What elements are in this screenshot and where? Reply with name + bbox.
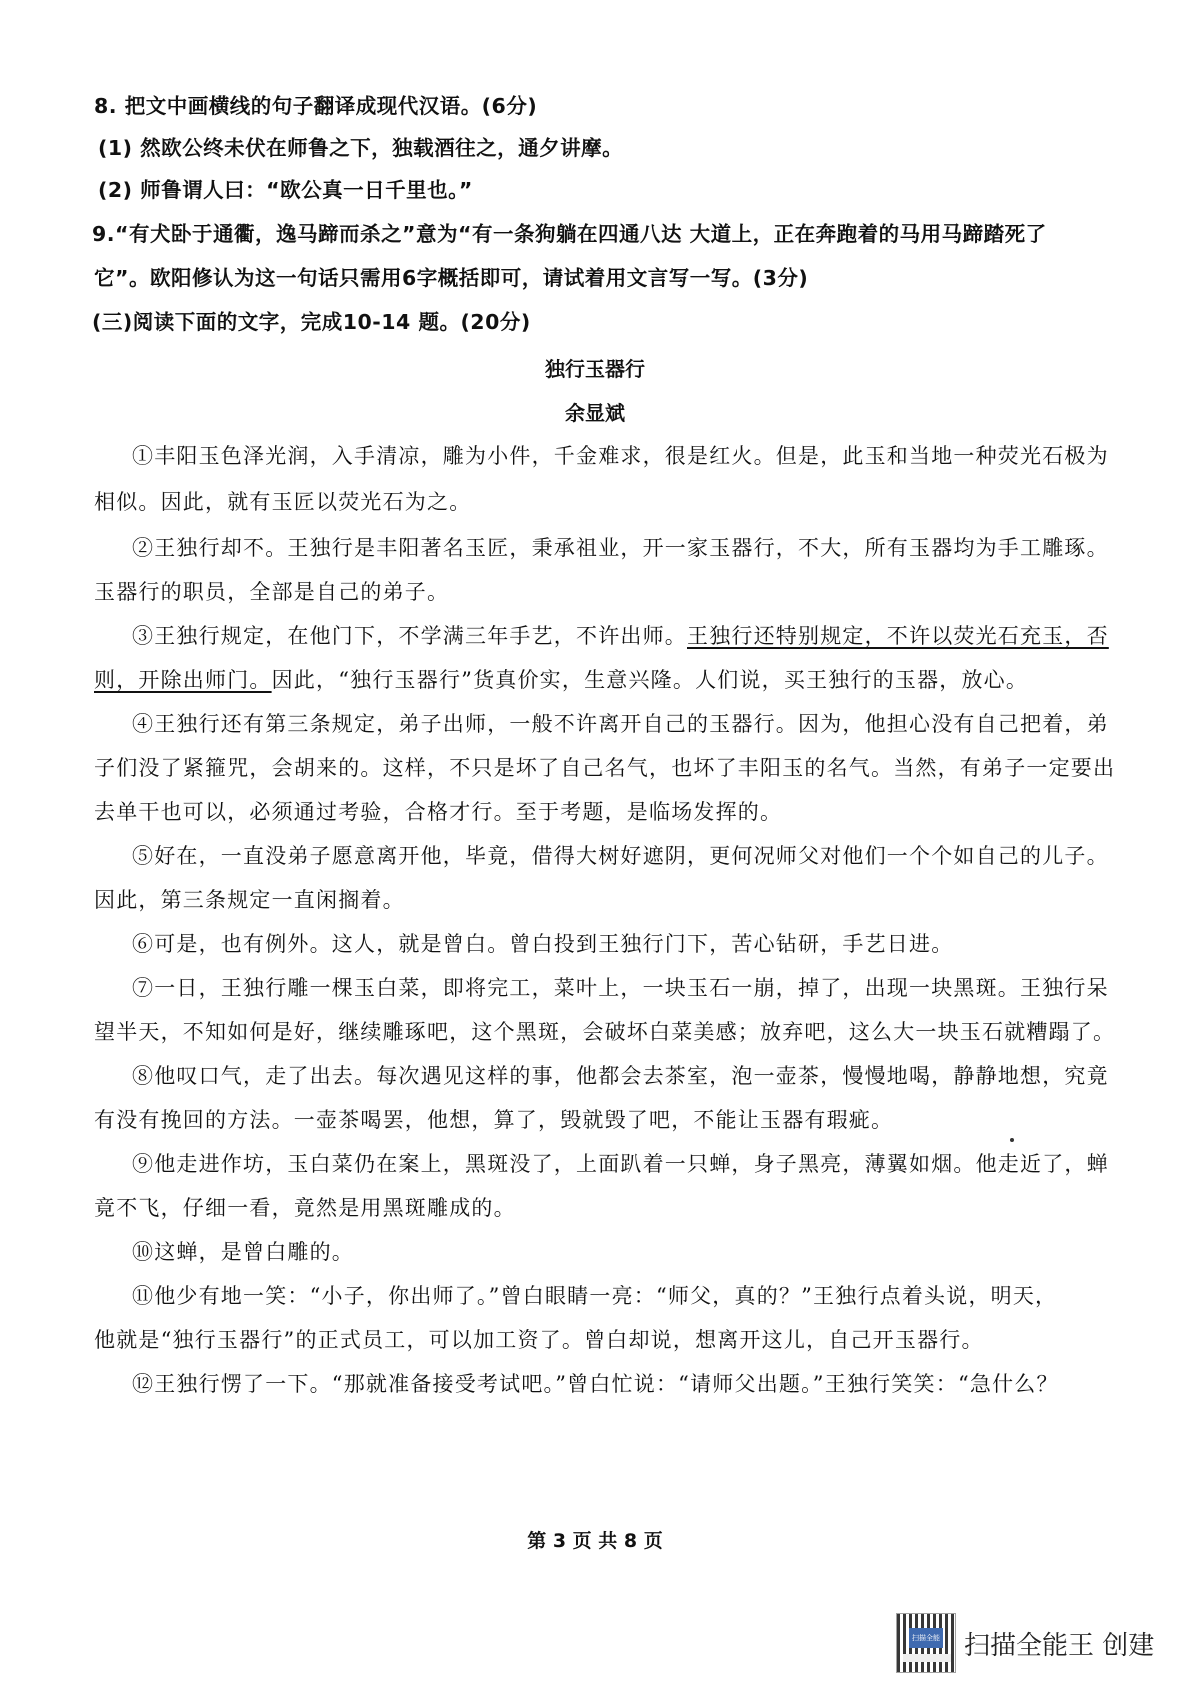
paragraph-3-text-b: 因此，“独行玉器行”货真价实，生意兴隆。人们说，买王独行的玉器，放心。: [271, 668, 1029, 692]
paragraph-9-line-1: ⑨他走进作坊，玉白菜仍在案上，黑斑没了，上面趴着一只蝉，身子黑亮，薄翼如烟。他走近了，蝉: [132, 1152, 1109, 1176]
scan-speck: [1010, 1138, 1014, 1142]
question-8: 8. 把文中画横线的句子翻译成现代汉语。(6分): [94, 94, 538, 118]
paragraph-3-text-a: ③王独行规定，在他门下，不学满三年手艺，不许出师。: [132, 624, 687, 648]
scanner-label: 扫描全能王 创建: [964, 1630, 1155, 1661]
paragraph-4-line-3: 去单干也可以，必须通过考验，合格才行。至于考题，是临场发挥的。: [94, 800, 783, 824]
paragraph-5-line-1: ⑤好在，一直没弟子愿意离开他，毕竟，借得大树好遮阴，更何况师父对他们一个个如自己的儿子。: [132, 844, 1109, 868]
qr-code-icon: [896, 1613, 956, 1673]
paragraph-11-line-2: 他就是“独行玉器行”的正式员工，可以加工资了。曾白却说，想离开这儿，自己开玉器行。: [94, 1328, 984, 1352]
paragraph-4-line-1: ④王独行还有第三条规定，弟子出师，一般不许离开自己的玉器行。因为，他担心没有自己把着，弟: [132, 712, 1109, 736]
paragraph-2-line-1: ②王独行却不。王独行是丰阳著名玉匠，秉承祖业，开一家玉器行，不大，所有玉器均为手工雕琢。: [132, 536, 1109, 560]
paragraph-11-line-1: ⑪他少有地一笑：“小子，你出师了。”曾白眼睛一亮：“师父，真的？”王独行点着头说，明天，: [132, 1284, 1058, 1308]
question-9-line-2: 它”。欧阳修认为这一句话只需用6字概括即可，请试着用文言写一写。(3分): [94, 266, 809, 290]
paragraph-2-line-2: 玉器行的职员，全部是自己的弟子。: [94, 580, 450, 604]
paragraph-7-line-1: ⑦一日，王独行雕一棵玉白菜，即将完工，菜叶上，一块玉石一崩，掉了，出现一块黑斑。王独行呆: [132, 976, 1109, 1000]
underlined-sentence-part-2: 则，开除出师门。: [94, 668, 272, 692]
question-8-part-1: (1) 然欧公终未伏在师鲁之下，独载酒往之，通夕讲摩。: [98, 136, 624, 160]
article-title: 独行玉器行: [545, 357, 645, 381]
underlined-sentence-part-1: 王独行还特别规定，不许以荧光石充玉，否: [687, 624, 1109, 648]
paragraph-8-line-1: ⑧他叹口气，走了出去。每次遇见这样的事，他都会去茶室，泡一壶茶，慢慢地喝，静静地想，究竟: [132, 1064, 1109, 1088]
paragraph-10: ⑩这蝉，是曾白雕的。: [132, 1240, 354, 1264]
page-number: 第 3 页 共 8 页: [527, 1530, 663, 1552]
paragraph-6: ⑥可是，也有例外。这人，就是曾白。曾白投到王独行门下，苦心钻研，手艺日进。: [132, 932, 954, 956]
paragraph-9-line-2: 竟不飞，仔细一看，竟然是用黑斑雕成的。: [94, 1196, 516, 1220]
scanner-watermark: [896, 1612, 1154, 1674]
paragraph-4-line-2: 子们没了紧箍咒，会胡来的。这样，不只是坏了自己名气，也坏了丰阳玉的名气。当然，有弟子一定要出: [94, 756, 1116, 780]
article-author: 余显斌: [565, 401, 625, 425]
paragraph-3-line-1: [132, 620, 1132, 652]
paragraph-8-line-2: 有没有挽回的方法。一壶茶喝罢，他想，算了，毁就毁了吧，不能让玉器有瑕疵。: [94, 1108, 894, 1132]
paragraph-1-line-1: ①丰阳玉色泽光润，入手清凉，雕为小件，千金难求，很是红火。但是，此玉和当地一种荧光石极为: [132, 444, 1109, 468]
paragraph-7-line-2: 望半天，不知如何是好，继续雕琢吧，这个黑斑，会破坏白菜美感；放弃吧，这么大一块玉石就糟蹋了。: [94, 1020, 1116, 1044]
qr-logo: 扫描全能: [909, 1628, 943, 1648]
qr-caption-strip: [903, 1654, 951, 1662]
paragraph-12-line-1: ⑫王独行愣了一下。“那就准备接受考试吧。”曾白忙说：“请师父出题。”王独行笑笑：“急什么？: [132, 1372, 1059, 1396]
paragraph-3-line-2: [94, 664, 1094, 696]
paragraph-1-line-2: 相似。因此，就有玉匠以荧光石为之。: [94, 490, 472, 514]
section-3-heading: (三)阅读下面的文字，完成10-14 题。(20分): [92, 310, 531, 334]
question-9-line-1: 9.“有犬卧于通衢，逸马蹄而杀之”意为“有一条狗躺在四通八达 大道上，正在奔跑着的马用马蹄踏死了: [92, 222, 1047, 246]
paragraph-5-line-2: 因此，第三条规定一直闲搁着。: [94, 888, 405, 912]
question-8-part-2: (2) 师鲁谓人曰：“欧公真一日千里也。”: [98, 178, 473, 202]
